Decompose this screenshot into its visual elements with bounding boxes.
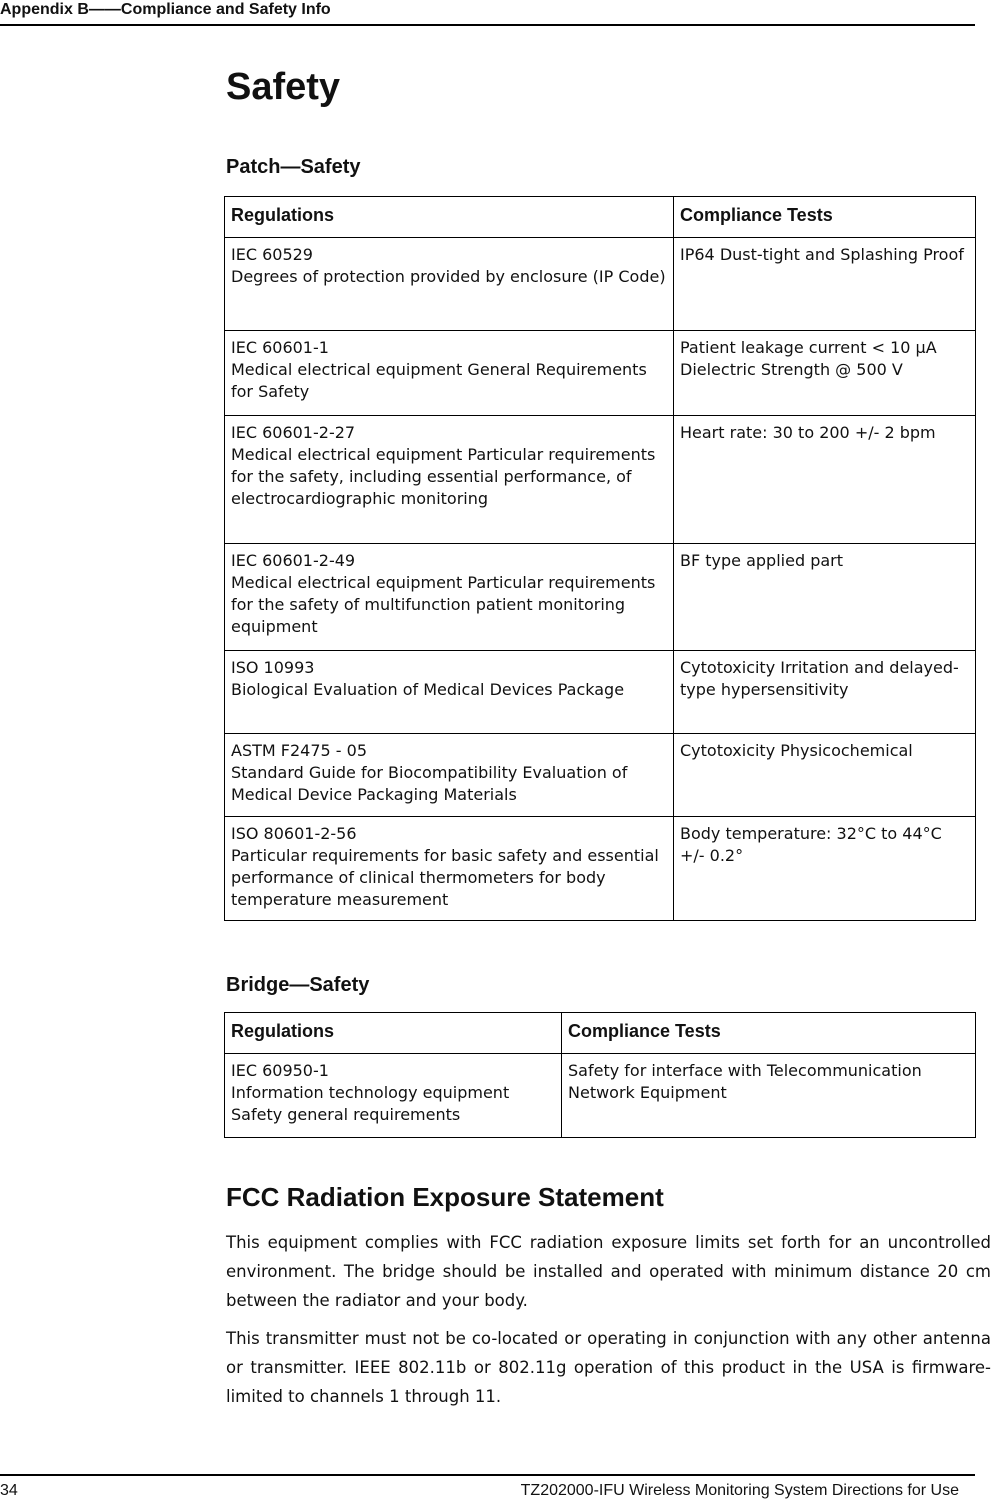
compliance-test-cell: IP64 Dust-tight and Splashing Proof: [674, 238, 976, 331]
header-text: Appendix B——Compliance and Safety Info: [0, 1, 331, 18]
regulation-description: Particular requirements for basic safety and essential performance of clinical thermometers for body temperature measurement: [231, 846, 659, 909]
table-row: [225, 651, 976, 734]
regulation-description: Degrees of protection provided by enclosure (IP Code): [231, 267, 666, 286]
page-title: Safety: [226, 66, 341, 108]
table-header-row: [225, 197, 976, 238]
table-row: [225, 1054, 976, 1138]
compliance-test-cell: Cytotoxicity Irritation and delayed-type hypersensitivity: [674, 651, 976, 734]
table-row: [225, 238, 976, 331]
page-footer: [0, 1474, 975, 1502]
table-row: [225, 331, 976, 416]
regulation-cell: [225, 331, 674, 416]
table-row: [225, 817, 976, 921]
compliance-test-cell: Heart rate: 30 to 200 +/- 2 bpm: [674, 416, 976, 544]
bridge-safety-heading: Bridge—Safety: [226, 974, 370, 996]
regulation-cell: [225, 651, 674, 734]
compliance-test-cell: Patient leakage current < 10 µA Dielectric Strength @ 500 V: [674, 331, 976, 416]
fcc-paragraph-1: This equipment complies with FCC radiation exposure limits set forth for an uncontrolled environment. The bridge should be installed and operated with minimum distance 20 cm between the radiator and your body.: [226, 1233, 991, 1310]
regulation-code: IEC 60601-2-49: [231, 551, 356, 570]
regulation-cell: [225, 238, 674, 331]
fcc-heading: FCC Radiation Exposure Statement: [226, 1182, 664, 1212]
regulation-cell: [225, 1054, 562, 1138]
regulation-code: IEC 60601-2-27: [231, 423, 356, 442]
regulation-code: ASTM F2475 - 05: [231, 741, 367, 760]
regulation-code: IEC 60529: [231, 245, 313, 264]
table-header-row: [225, 1013, 976, 1054]
regulation-code: IEC 60601-1: [231, 338, 329, 357]
regulation-code: ISO 10993: [231, 658, 315, 677]
regulation-description: Biological Evaluation of Medical Devices Package: [231, 680, 625, 699]
document-title: TZ202000-IFU Wireless Monitoring System Directions for Use: [520, 1482, 959, 1499]
running-header: [0, 0, 975, 26]
fcc-paragraph-2: This transmitter must not be co-located or operating in conjunction with any other antenna or transmitter. IEEE 802.11b or 802.11g operation of this product in the USA is firmware-limited to channels 1 through 11.: [226, 1329, 991, 1406]
column-header-compliance-tests: Compliance Tests: [562, 1013, 976, 1054]
regulation-description: Medical electrical equipment Particular requirements for the safety, including essential performance, of electrocardiographic monitoring: [231, 445, 656, 508]
regulation-description: Medical electrical equipment Particular requirements for the safety of multifunction patient monitoring equipment: [231, 573, 656, 636]
table-row: [225, 734, 976, 817]
compliance-test-cell: BF type applied part: [674, 544, 976, 651]
regulation-cell: [225, 734, 674, 817]
regulation-description: Standard Guide for Biocompatibility Evaluation of Medical Device Packaging Materials: [231, 763, 628, 804]
regulation-description: Information technology equipment Safety general requirements: [231, 1083, 510, 1124]
compliance-test-cell: Body temperature: 32°C to 44°C +/- 0.2°: [674, 817, 976, 921]
table-row: [225, 416, 976, 544]
regulation-code: ISO 80601-2-56: [231, 824, 357, 843]
bridge-safety-table: [224, 1012, 976, 1138]
regulation-cell: [225, 817, 674, 921]
compliance-test-cell: Cytotoxicity Physicochemical: [674, 734, 976, 817]
column-header-regulations: Regulations: [225, 197, 674, 238]
regulation-description: Medical electrical equipment General Requirements for Safety: [231, 360, 647, 401]
page-number: 34: [0, 1482, 18, 1499]
regulation-cell: [225, 416, 674, 544]
patch-safety-table: [224, 196, 976, 921]
patch-safety-heading: Patch—Safety: [226, 156, 361, 178]
column-header-regulations: Regulations: [225, 1013, 562, 1054]
regulation-code: IEC 60950-1: [231, 1061, 329, 1080]
compliance-test-cell: Safety for interface with Telecommunication Network Equipment: [562, 1054, 976, 1138]
table-row: [225, 544, 976, 651]
column-header-compliance-tests: Compliance Tests: [674, 197, 976, 238]
regulation-cell: [225, 544, 674, 651]
